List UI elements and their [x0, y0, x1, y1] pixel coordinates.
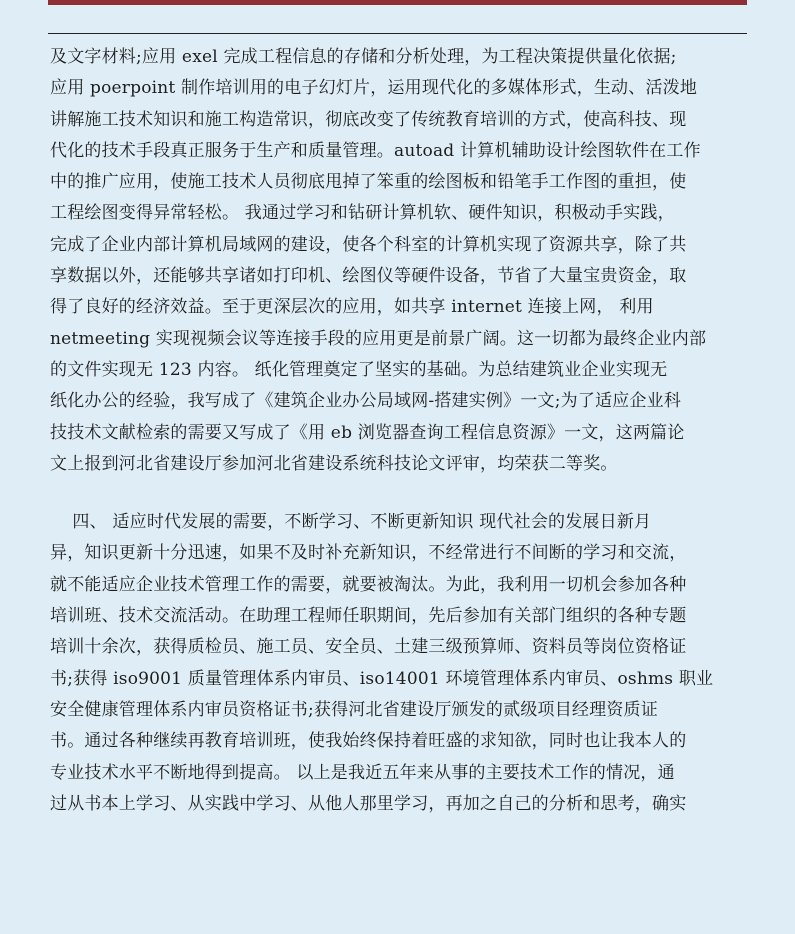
text-line: 培训班、技术交流活动。在助理工程师任职期间，先后参加有关部门组织的各种专题: [50, 606, 687, 627]
text-line: 就不能适应企业技术管理工作的需要，就要被淘汰。为此，我利用一切机会参加各种: [50, 574, 687, 595]
text-line: 工程绘图变得异常轻松。 我通过学习和钻研计算机软、硬件知识，积极动手实践，: [50, 203, 675, 224]
text-line: 得了良好的经济效益。至于更深层次的应用，如共享 internet 连接上网， 利用: [50, 297, 654, 318]
text-line: 书;获得 iso9001 质量管理体系内审员、iso14001 环境管理体系内审员、oshms 职业: [50, 668, 714, 689]
header-accent-bar: [48, 0, 747, 5]
text-line: 中的推广应用，使施工技术人员彻底甩掉了笨重的绘图板和铅笔手工作图的重担，使: [50, 172, 687, 193]
document-body: [50, 42, 750, 820]
paragraph-gap: [50, 480, 750, 507]
text-line: 纸化办公的经验，我写成了《建筑企业办公局域网-搭建实例》一文;为了适应企业科: [50, 391, 682, 412]
text-line: 技技术文献检索的需要又写成了《用 eb 浏览器查询工程信息资源》一文，这两篇论: [50, 422, 685, 443]
text-line: 专业技术水平不断地得到提高。 以上是我近五年来从事的主要技术工作的情况，通: [50, 762, 675, 783]
header-rule: [48, 33, 747, 34]
text-line: 讲解施工技术知识和施工构造常识，彻底改变了传统教育培训的方式，使高科技、现: [50, 109, 687, 130]
text-line: 培训十余次，获得质检员、施工员、安全员、土建三级预算师、资料员等岗位资格证: [50, 637, 687, 658]
text-line: 异，知识更新十分迅速，如果不及时补充新知识，不经常进行不间断的学习和交流，: [50, 543, 687, 564]
text-line: netmeeting 实现视频会议等连接手段的应用更是前景广阔。这一切都为最终企业内部: [50, 328, 707, 349]
text-line: 四、 适应时代发展的需要，不断学习、不断更新知识 现代社会的发展日新月: [50, 512, 652, 533]
text-line: 过从书本上学习、从实践中学习、从他人那里学习，再加之自己的分析和思考，确实: [50, 793, 687, 814]
text-line: 享数据以外，还能够共享诸如打印机、绘图仪等硬件设备，节省了大量宝贵资金，取: [50, 266, 687, 287]
text-line: 代化的技术手段真正服务于生产和质量管理。autoad 计算机辅助设计绘图软件在工作: [50, 140, 701, 161]
text-line: 的文件实现无 123 内容。 纸化管理奠定了坚实的基础。为总结建筑业企业实现无: [50, 359, 668, 380]
text-line: 书。通过各种继续再教育培训班，使我始终保持着旺盛的求知欲，同时也让我本人的: [50, 731, 687, 752]
paragraph-1: [50, 42, 750, 480]
text-line: 安全健康管理体系内审员资格证书;获得河北省建设厅颁发的贰级项目经理资质证: [50, 699, 658, 720]
text-line: 文上报到河北省建设厅参加河北省建设系统科技论文评审，均荣获二等奖。: [50, 453, 618, 474]
paragraph-2: [50, 507, 750, 820]
text-line: 完成了企业内部计算机局域网的建设，使各个科室的计算机实现了资源共享，除了共: [50, 234, 687, 255]
text-line: 及文字材料;应用 exel 完成工程信息的存储和分析处理，为工程决策提供量化依据;: [50, 47, 677, 67]
text-line: 应用 poerpoint 制作培训用的电子幻灯片，运用现代化的多媒体形式，生动、活泼地: [50, 78, 698, 99]
